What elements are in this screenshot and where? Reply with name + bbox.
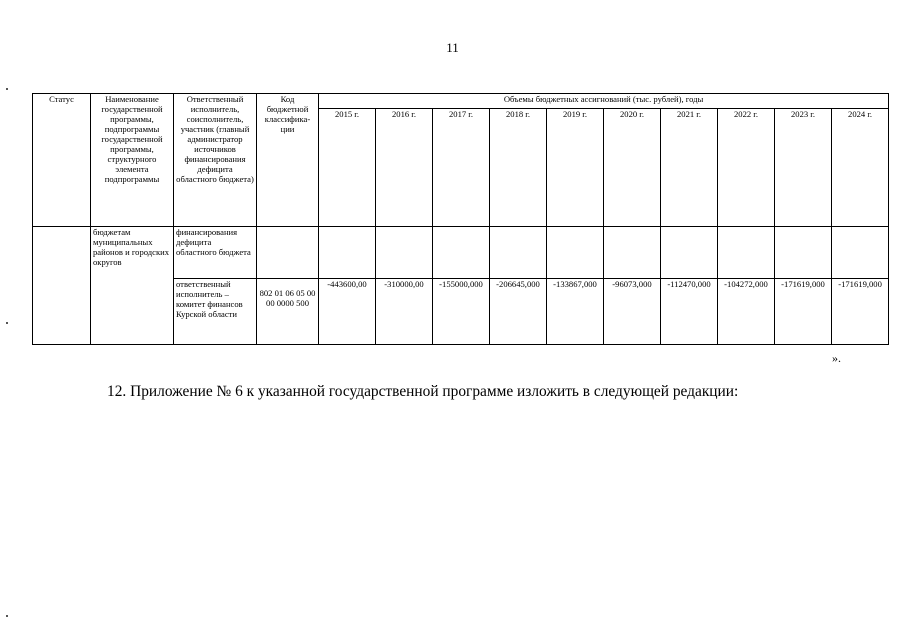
value-cell (433, 227, 490, 279)
value-cell (661, 227, 718, 279)
page-number: 11 (446, 40, 459, 55)
header-row-1 (33, 94, 889, 109)
header-year: 2015 г. (319, 109, 376, 227)
value-cell: -133867,000 (547, 279, 604, 345)
value-cell: -155000,000 (433, 279, 490, 345)
value-cell (604, 227, 661, 279)
table-row (33, 227, 889, 279)
header-year: 2024 г. (832, 109, 889, 227)
value-cell: -206645,000 (490, 279, 547, 345)
header-status: Статус (33, 94, 91, 227)
value-cell: -112470,000 (661, 279, 718, 345)
code-cell: 802 01 06 05 00 00 0000 500 (257, 279, 319, 345)
value-cell (319, 227, 376, 279)
value-cell (376, 227, 433, 279)
amendment-paragraph: 12. Приложение № 6 к указанной государственной программе изложить в следующей редакции: (107, 383, 739, 400)
header-budget-volumes: Объемы бюджетных ассигнований (тыс. рублей), годы (319, 94, 889, 109)
header-budget-code: Код бюджетной классифика-ции (257, 94, 319, 227)
header-program-name: Наименование государственной программы, подпрограммы государственной программы, структурного элемента подпрограммы (91, 94, 174, 227)
closing-quote-mark: ». (832, 351, 841, 365)
code-cell (257, 227, 319, 279)
value-cell: -96073,000 (604, 279, 661, 345)
header-year: 2019 г. (547, 109, 604, 227)
scan-mark (6, 88, 8, 90)
header-responsible: Ответственный исполнитель, соисполнитель, участник (главный администратор источников финансирования дефицита областного бюджета) (174, 94, 257, 227)
status-cell (33, 227, 91, 345)
program-name-cell: бюджетам муниципальных районов и городских округов (91, 227, 174, 345)
value-cell: -310000,00 (376, 279, 433, 345)
value-cell: -104272,000 (718, 279, 775, 345)
header-year: 2023 г. (775, 109, 832, 227)
value-cell (775, 227, 832, 279)
header-year: 2016 г. (376, 109, 433, 227)
value-cell: -171619,000 (775, 279, 832, 345)
value-cell: -443600,00 (319, 279, 376, 345)
header-year: 2021 г. (661, 109, 718, 227)
header-year: 2022 г. (718, 109, 775, 227)
responsible-cell: ответственный исполнитель – комитет финансов Курской области (174, 279, 257, 345)
header-year: 2017 г. (433, 109, 490, 227)
budget-table (32, 93, 889, 345)
header-year: 2020 г. (604, 109, 661, 227)
value-cell (547, 227, 604, 279)
header-year: 2018 г. (490, 109, 547, 227)
value-cell (832, 227, 889, 279)
value-cell: -171619,000 (832, 279, 889, 345)
value-cell (718, 227, 775, 279)
scan-mark (6, 615, 8, 617)
scan-mark (6, 322, 8, 324)
value-cell (490, 227, 547, 279)
responsible-cell: финансирования дефицита областного бюджета (174, 227, 257, 279)
